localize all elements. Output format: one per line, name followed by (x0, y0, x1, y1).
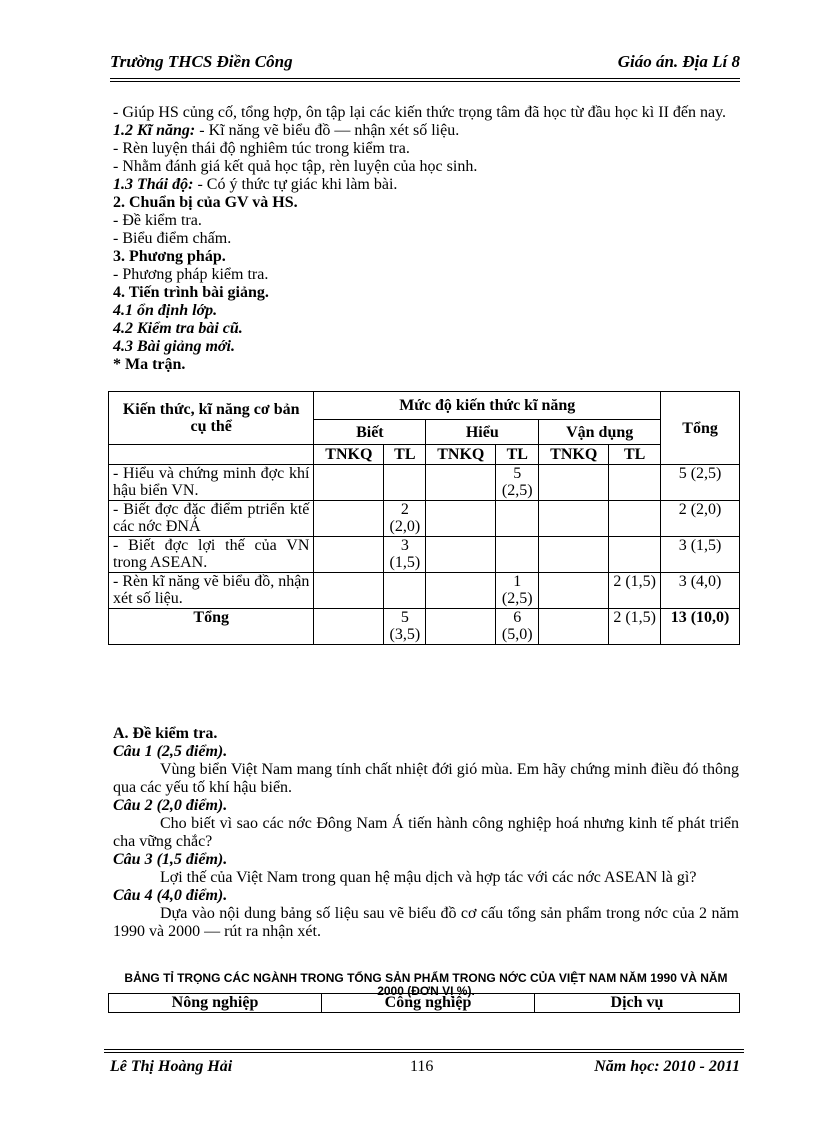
intro-section (113, 104, 739, 374)
method-item: - Phương pháp kiểm tra. (113, 266, 269, 283)
matrix-total-label: Tổng (109, 609, 314, 645)
matrix-total-cell: 3 (4,0) (661, 573, 740, 609)
matrix-topic-cell: - Biết đợc đặc điểm ptriển ktế các nớc ĐNÁ (109, 501, 314, 537)
matrix-grand-total: 13 (10,0) (661, 609, 740, 645)
matrix-cell (539, 501, 609, 537)
footer-author: Lê Thị Hoàng Hải (110, 1058, 233, 1075)
matrix-cell (539, 537, 609, 573)
matrix-subheader: TNKQ (314, 445, 384, 465)
page-number: 116 (410, 1058, 434, 1075)
matrix-subheader: TL (496, 445, 539, 465)
matrix-cell (539, 609, 609, 645)
header-school: Trường THCS Điền Công (110, 52, 293, 71)
matrix-cell: 6 (5,0) (496, 609, 539, 645)
step-heading: 4.2 Kiểm tra bài cũ. (113, 320, 243, 337)
matrix-cell: 5 (2,5) (496, 465, 539, 501)
prep-heading: 2. Chuẩn bị của GV và HS. (113, 194, 298, 211)
prep-item: - Đề kiểm tra. (113, 212, 202, 229)
attitude-text: - Có ý thức tự giác khi làm bài. (193, 176, 398, 193)
question-label: Câu 4 (4,0 điểm). (113, 887, 228, 904)
matrix-total-cell: 5 (2,5) (661, 465, 740, 501)
method-heading: 3. Phương pháp. (113, 248, 226, 265)
matrix-cell: 2 (2,0) (384, 501, 426, 537)
matrix-cell (426, 465, 496, 501)
matrix-subheader: TL (384, 445, 426, 465)
question-text: Dựa vào nội dung bảng số liệu sau vẽ biểu đồ cơ cấu tổng sản phẩm trong nớc của 2 năm 1990 và 2000 — rút ra nhận xét. (113, 905, 739, 940)
matrix-cell (496, 537, 539, 573)
matrix-header-topic: Kiến thức, kĩ năng cơ bản cụ thể (109, 392, 314, 445)
matrix-cell: 2 (1,5) (609, 573, 661, 609)
prep-item: - Biểu điểm chấm. (113, 230, 232, 247)
skill-line (113, 122, 739, 140)
matrix-cell (384, 573, 426, 609)
header-rule-double (110, 81, 740, 82)
skill-label: 1.2 Kĩ năng: (113, 122, 196, 139)
page-footer (110, 1058, 740, 1080)
matrix-cell (384, 465, 426, 501)
attitude-label: 1.3 Thái độ: (113, 176, 194, 193)
matrix-header-apply: Vận dụng (539, 420, 661, 445)
question-label: Câu 3 (1,5 điểm). (113, 851, 228, 868)
table-row-total (109, 609, 740, 645)
matrix-cell (314, 573, 384, 609)
matrix-header-know: Biết (314, 420, 426, 445)
footer-rule (104, 1049, 744, 1050)
matrix-subheader: TNKQ (539, 445, 609, 465)
question-text: Lợi thế của Việt Nam trong quan hệ mậu dịch và hợp tác với các nớc ASEAN là gì? (160, 869, 697, 886)
matrix-cell (539, 465, 609, 501)
table-row (109, 537, 740, 573)
matrix-cell (314, 465, 384, 501)
process-heading: 4. Tiến trình bài giảng. (113, 284, 269, 301)
question-text: Cho biết vì sao các nớc Đông Nam Á tiến hành công nghiệp hoá nhưng kinh tế phát triển cha vững chắc? (113, 815, 739, 850)
attitude-line-1: - Rèn luyện thái độ nghiêm túc trong kiểm tra. (113, 140, 410, 157)
matrix-cell: 5 (3,5) (384, 609, 426, 645)
matrix-cell (609, 537, 661, 573)
exam-heading: A. Đề kiểm tra. (113, 725, 218, 742)
matrix-topic-cell: - Hiểu và chứng minh đợc khí hậu biển VN. (109, 465, 314, 501)
footer-rule-double (104, 1052, 744, 1053)
matrix-cell (496, 501, 539, 537)
matrix-cell: 3 (1,5) (384, 537, 426, 573)
sector-col-agriculture: Nông nghiệp (109, 994, 322, 1013)
matrix-heading: * Ma trận. (113, 356, 186, 373)
matrix-cell: 1 (2,5) (496, 573, 539, 609)
table-row (109, 573, 740, 609)
matrix-header-total: Tổng (661, 392, 740, 465)
matrix-cell (314, 501, 384, 537)
header-rule (110, 78, 740, 79)
table-row (109, 501, 740, 537)
step-heading: 4.1 ổn định lớp. (113, 302, 218, 319)
matrix-topic-cell: - Biết đợc lợi thế của VN trong ASEAN. (109, 537, 314, 573)
question-label: Câu 1 (2,5 điểm). (113, 743, 228, 760)
assessment-matrix-table (108, 391, 740, 645)
exam-section (113, 725, 739, 941)
table-header-row (109, 994, 740, 1013)
matrix-cell (426, 501, 496, 537)
matrix-header-understand: Hiểu (426, 420, 539, 445)
attitude-line (113, 176, 739, 194)
footer-school-year: Năm học: 2010 - 2011 (594, 1058, 740, 1075)
matrix-topic-cell: - Rèn kĩ năng vẽ biểu đồ, nhận xét số liệu. (109, 573, 314, 609)
matrix-cell (609, 501, 661, 537)
matrix-cell (426, 609, 496, 645)
matrix-cell (609, 465, 661, 501)
matrix-cell: 2 (1,5) (609, 609, 661, 645)
matrix-total-cell: 3 (1,5) (661, 537, 740, 573)
sector-table (108, 993, 740, 1013)
assessment-line: - Nhằm đánh giá kết quả học tập, rèn luyện của học sinh. (113, 158, 478, 175)
page-header (110, 52, 740, 76)
matrix-cell (426, 537, 496, 573)
table-row (109, 465, 740, 501)
matrix-total-cell: 2 (2,0) (661, 501, 740, 537)
question-text: Vùng biển Việt Nam mang tính chất nhiệt đới gió mùa. Em hãy chứng minh điều đó thông qua các yếu tố khí hậu biển. (113, 761, 739, 796)
matrix-cell (314, 537, 384, 573)
matrix-subheader: TL (609, 445, 661, 465)
objective-line: - Giúp HS củng cố, tổng hợp, ôn tập lại các kiến thức trọng tâm đã học từ đầu học kì II đến nay. (113, 104, 727, 121)
sector-col-industry: Công nghiệp (322, 994, 535, 1013)
header-subject: Giáo án. Địa Lí 8 (617, 52, 740, 71)
question-label: Câu 2 (2,0 điểm). (113, 797, 228, 814)
matrix-header-level: Mức độ kiến thức kĩ năng (314, 392, 661, 420)
matrix-subheader: TNKQ (426, 445, 496, 465)
matrix-cell (539, 573, 609, 609)
matrix-header-blank (109, 445, 314, 465)
skill-text: - Kĩ năng vẽ biểu đồ — nhận xét số liệu. (195, 122, 460, 139)
matrix-cell (314, 609, 384, 645)
matrix-cell (426, 573, 496, 609)
step-heading: 4.3 Bài giảng mới. (113, 338, 235, 355)
sector-table-title: BẢNG TỈ TRỌNG CÁC NGÀNH TRONG TỔNG SẢN PHẨM TRONG NỚC CỦA VIỆT NAM NĂM 1990 VÀ NĂM 2000 (ĐƠN VỊ %). (124, 971, 728, 998)
sector-col-services: Dịch vụ (535, 994, 740, 1013)
